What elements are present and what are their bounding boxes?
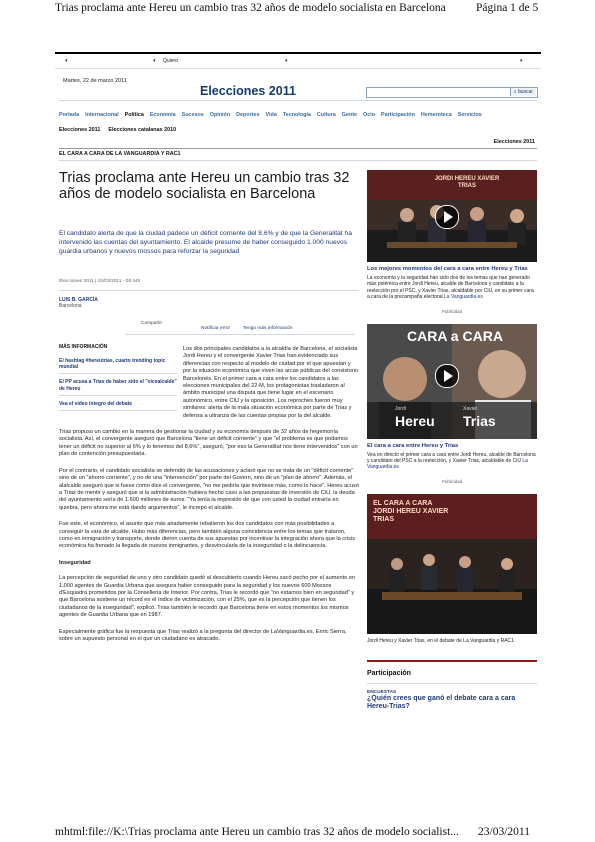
nav-item-servicios[interactable]: Servicios: [457, 112, 482, 118]
nav-item-participacion[interactable]: Participación: [381, 112, 415, 118]
divider: [59, 100, 537, 101]
search-button[interactable]: ⌕ buscar: [510, 88, 536, 96]
nav-item-politica[interactable]: Política: [124, 112, 144, 118]
video-caption-2: El cara a cara entre Hereu y Trias Vea en directo el primer cara a cara entre Jordi Hereu, alcalde de Barcelona y candidato del PSC a la reelección, y Xavier Trias, alcaldable de CiU La Vanguardia.es: [367, 442, 536, 471]
more-info-link[interactable]: Tengo más información: [243, 326, 293, 331]
article-body: [59, 346, 359, 652]
article-paragraph: La percepción de seguridad de uno y otro candidato quedó al descubierto cuando Hereu sacó pecho por el aumento en 1.000 agentes de Guardia Urbana que asegura haber conseguido para la seguridad y los nuevos 600 Mossos d'Esquadra prometidos por la Conselleria de Interior. Por contra, Trias le recordó que "no estamos bien en seguridad" y que Barcelona sostiene un récord en el índice de victimización, con el 25%, que es la percepción que tienen los ciudadanos de la inseguridad", explicó. Trias también le recordó que Barcelona tiene en estos momentos los mismos agentes de Guardia Urbana que en 1987.: [59, 575, 356, 619]
subnav-right-link[interactable]: Elecciones 2011: [493, 139, 535, 145]
current-date: Martes, 22 de marzo 2011: [63, 78, 127, 84]
video-caption-1: Los mejores momentos del cara a cara entre Hereu y Trias La economía y la seguridad han sido dos de los temas que han generado más polémica entre Jordi Hereu, alcalde de Barcelona y candidato a la reelección por el PSC, y Xavier Trias, alcaldable por CiU, en su primer cara a cara de la precampaña electoral La Vanguardia.es: [367, 266, 537, 301]
article-paragraph: Por el contrario, el candidato socialista se defendió de las acusaciones y aclaró que no se trata de un "déficit corriente" sino de un "ahorro corriente", y no de una "intervención" por parte del Govern, sino de un "plan de ahorro". Además, el alalcalde aseguró que si fuese como dice el convergente, "no me pediría que invirtiese más, como lo hace". Hereu acusó a Trias de mentir y aseguró que si la administración hubiera hecho caso a las propuestas de inversión de CiU, la deuda del ayuntamiento sería de 1.600 millones de euros. "Ya tenía la impresión de que con usted la ciudad entraría en quiebra, pero ahora me está dando argumentos", le increpó el alcalde.: [59, 467, 359, 511]
sidebar: [367, 170, 537, 711]
nav-item-internacional[interactable]: Internacional: [85, 112, 119, 118]
topbar-select-1[interactable]: [65, 58, 105, 66]
article-headline: Trias proclama ante Hereu un cambio tras 32 años de modelo socialista en Barcelona: [59, 170, 350, 202]
nav-item-gente[interactable]: Gente: [341, 112, 358, 118]
article-author: [59, 297, 98, 309]
related-link[interactable]: El PP acusa a Trias de haber sido el "vicealcalde" de Hereu: [59, 377, 177, 395]
divider: [59, 160, 537, 161]
subnav-item-elecciones-catalanas[interactable]: Elecciones catalanas 2010: [108, 127, 177, 133]
ad-label: Publicidad: [441, 478, 463, 484]
nav-item-hemeroteca[interactable]: Hemeroteca: [420, 112, 452, 118]
nav-item-deportes[interactable]: Deportes: [236, 112, 260, 118]
share-label[interactable]: Compartir: [141, 321, 163, 326]
notify-error-link[interactable]: Notificar error: [201, 326, 231, 331]
topbar-select-3[interactable]: [285, 58, 288, 66]
name-right-first: Xavier: [463, 405, 478, 412]
divider: [59, 290, 359, 291]
article-paragraph: Trias propuso un cambio en la manera de gestionar la ciudad y su economía después de 32 años de hegemonía socialista. Así, el convergente aseguró que Barcelona "tiene un déficit corriente" y que "el problema es que podamos tener un déficit no superior al 6% y lo tenemos del 8,6%", aseguró, "por eso la Generalitat nos tiene intervenidos" con un plan de contención presupuestaria.: [59, 429, 358, 458]
nav-item-portada[interactable]: Portada: [59, 112, 80, 118]
video-title-1[interactable]: Los mejores momentos del cara a cara entre Hereu y Trias: [367, 266, 528, 272]
section-label: EL CARA A CARA DE LA VANGUARDIA Y RAC1: [59, 151, 181, 157]
nav-item-opinion[interactable]: Opinión: [209, 112, 231, 118]
main-nav: [59, 112, 539, 118]
name-left-first: Jordi: [395, 405, 406, 412]
author-city: Barcelona: [59, 303, 82, 309]
banner-title: CARA a CARA: [407, 327, 503, 344]
participation-title: Participación: [367, 670, 411, 678]
participation-box: [367, 660, 537, 711]
top-toolbar: [55, 56, 541, 69]
web-page: [55, 52, 541, 798]
nav-item-economia[interactable]: Economía: [149, 112, 176, 118]
video-overlay-text: JORDI HEREU XAVIER TRIAS: [434, 176, 500, 189]
chevron-down-icon: ▾: [285, 58, 288, 64]
search-box[interactable]: [366, 87, 538, 98]
video-source-link[interactable]: La Vanguardia.es: [444, 294, 483, 301]
search-icon: ⌕: [513, 89, 517, 95]
nav-item-cultura[interactable]: Cultura: [316, 112, 336, 118]
sub-nav: [59, 127, 184, 133]
ad-label: Publicidad: [441, 308, 463, 314]
article-paragraph: Los dos principales candidatos a la alcaldía de Barcelona, el socialista Jordi Hereu y el convergente Xavier Trias han evidenciado sus diferencias con respecto al modelo de ciudad por el que apuestan y por la situación económica que viven las arcas públicas del consistorio Barcelonés. En el primer cara a cara entre los candidatos a las elecciones municipales del 22-M, los protagonistas trasladaron al ámbito municipal una disputa que tiene lugar en el escenario autonómico, entre CIU y la oposición. Los reproches fueron muy similares: alerta de la mala situación económica por parte de Trias y defensa a ultranza de las cuentas propias por la del alcalde.: [183, 346, 359, 419]
chevron-down-icon: ▾: [520, 58, 523, 64]
author-name[interactable]: LUIS B. GARCÍA: [59, 297, 98, 303]
name-right-last: Trias: [463, 412, 496, 429]
divider: [59, 148, 537, 149]
name-left-last: Hereu: [395, 412, 435, 429]
debate-photo-box: [367, 494, 537, 634]
play-icon[interactable]: [435, 205, 459, 229]
article-paragraph: Especialmente gráfica fue la respuesta que Trias realizó a la pregunta del director de LaVanguardia.es, Enric Sierra, sobre un supuesto personal en el que un ciudadano es atracado.: [59, 628, 347, 642]
topbar-select-quiero[interactable]: Quiero: [163, 58, 179, 64]
related-link[interactable]: El hashtag #hereutrias, cuarto trending topic mundial: [59, 356, 177, 374]
site-title[interactable]: Elecciones 2011: [200, 84, 296, 98]
video-thumbnail-1[interactable]: [367, 170, 537, 262]
article-lead: El candidato alerta de que la ciudad padece un déficit corriente del 8,6% y de que la Generalitat ha intervenido las cuentas del ayuntamiento. El alcalde presume de haber conseguido 1.000 nuevos guardia urbanos y nuevos mossos para reforzar la seguridad: [59, 230, 352, 256]
video-source-link[interactable]: La Vanguardia.es: [367, 458, 528, 471]
topbar-select-2-arrow[interactable]: [153, 58, 156, 66]
video-thumbnail-2[interactable]: [367, 324, 537, 439]
print-page-number: Página 1 de 5: [476, 2, 539, 14]
print-date: 23/03/2011: [478, 826, 530, 838]
related-heading: MÁS INFORMACIÓN: [59, 344, 108, 350]
related-link[interactable]: Vea el vídeo íntegro del debate: [59, 399, 177, 411]
nav-item-vida[interactable]: Vida: [265, 112, 277, 118]
chevron-down-icon: ▾: [65, 58, 68, 64]
chevron-down-icon: ▾: [153, 58, 156, 64]
subnav-item-elecciones-2011[interactable]: Elecciones 2011: [59, 127, 101, 133]
print-url: mhtml:file://K:\Trias proclama ante Hereu un cambio tras 32 años de modelo socialist...: [55, 826, 459, 838]
survey-question[interactable]: ¿Quién crees que ganó el debate cara a cara Hereu-Trias?: [367, 695, 516, 711]
topbar-select-4[interactable]: [520, 58, 523, 66]
survey-label[interactable]: ENCUESTAS: [367, 690, 397, 696]
article-meta: Elecciones 2011 | 22/03/2011 - 08:44h: [59, 279, 141, 284]
video-title-2[interactable]: El cara a cara entre Hereu y Trias: [367, 442, 459, 449]
article-paragraph: Fue este, el económico, el asunto que más airadamente rebatieron los dos candidatos con más posibilidades a conseguir la vara de alcalde. Hubo más diferencias, pero también alguna coincidencia entre los temas que trataron, como en inmigración y transporte, donde dieron cuenta de sus apuestas por incentivar la integración ahora que la crisis económica ha frenado la llegada de nuevos inmigrantes, y desvincularla de la inseguridad o la delincuencia.: [59, 521, 356, 550]
nav-item-tecnologia[interactable]: Tecnología: [282, 112, 311, 118]
print-page-title: Trias proclama ante Hereu un cambio tras 32 años de modelo socialista en Barcelona: [55, 2, 446, 14]
photo-overlay-text: EL CARA A CARA JORDI HEREU XAVIER TRIAS: [373, 499, 449, 523]
photo-caption: Jordi Hereu y Xavier Trias, en el debate de La Vanguardia y RAC1: [367, 637, 514, 644]
nav-item-sucesos[interactable]: Sucesos: [181, 112, 204, 118]
play-icon[interactable]: [435, 364, 459, 388]
divider: [367, 683, 537, 684]
divider: [125, 334, 355, 335]
article-subheading: Inseguridad: [59, 559, 91, 566]
nav-item-ocio[interactable]: Ocio: [363, 112, 376, 118]
